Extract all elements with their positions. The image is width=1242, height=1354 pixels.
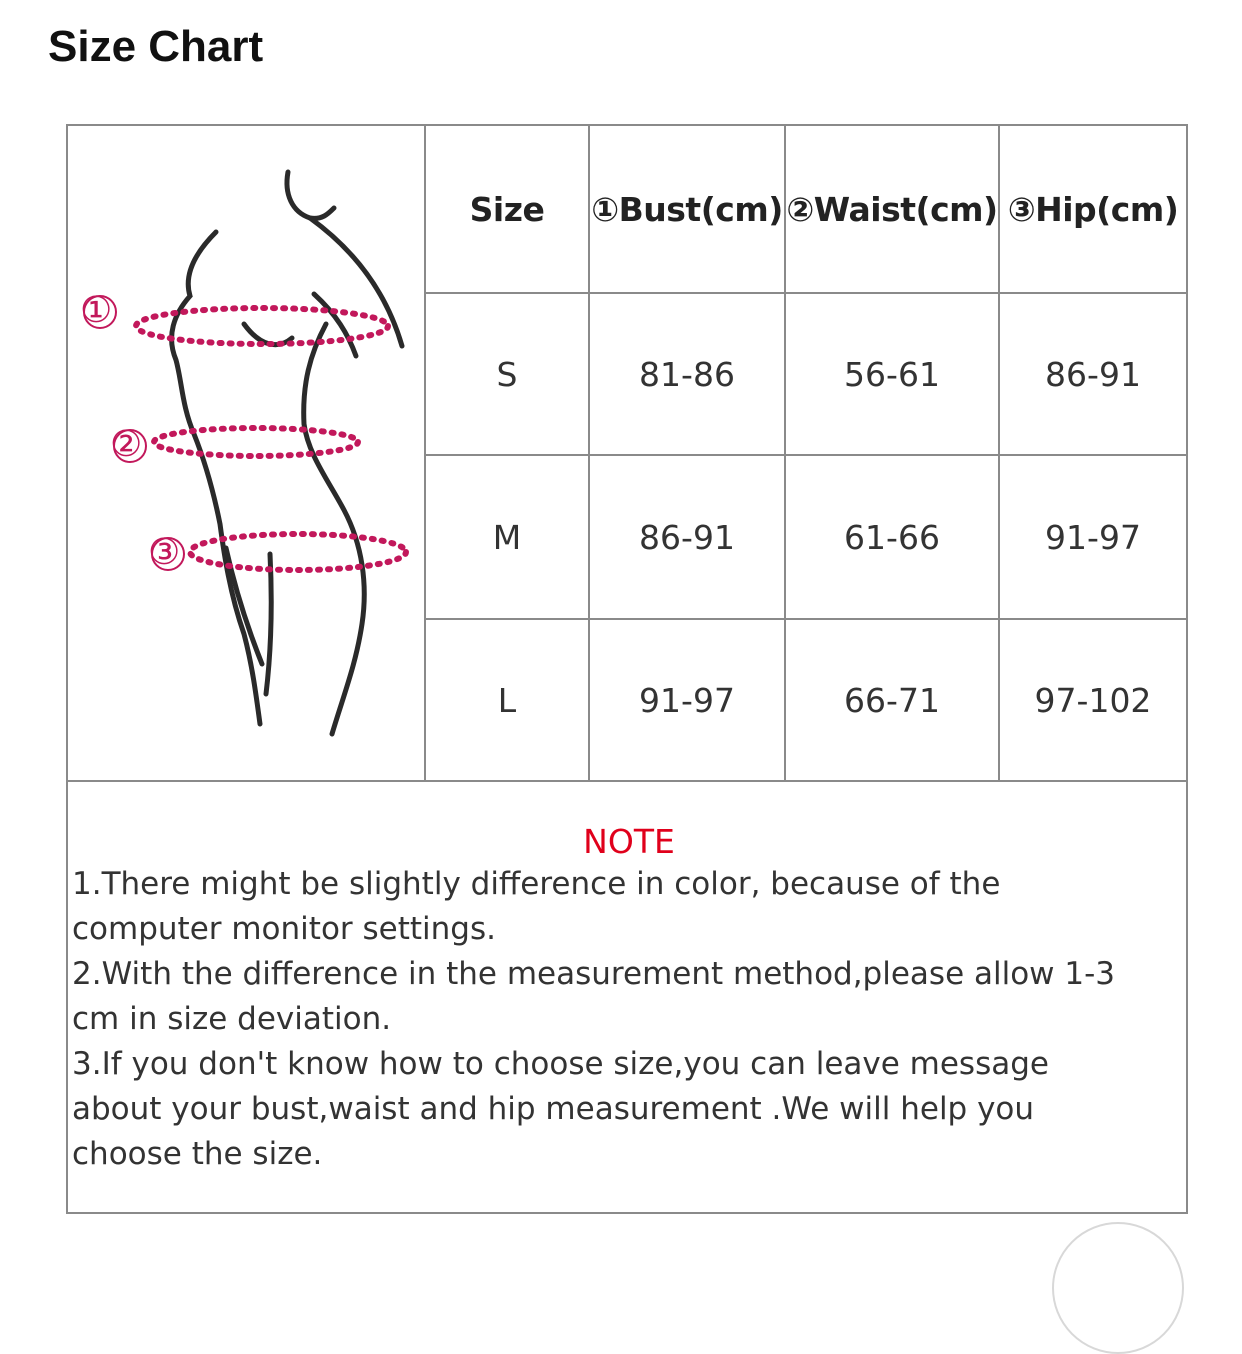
hip-m: 91-97 [998, 454, 1188, 620]
bust-s: 81-86 [588, 292, 786, 456]
note-line: 2.With the difference in the measurement method,please allow 1-3 [72, 956, 1116, 992]
hip-l: 97-102 [998, 618, 1188, 782]
size-s: S [424, 292, 590, 456]
header-hip: ③Hip(cm) [998, 124, 1188, 294]
waist-l: 66-71 [784, 618, 1000, 782]
header-waist: ②Waist(cm) [784, 124, 1000, 294]
size-m: M [424, 454, 590, 620]
size-l: L [424, 618, 590, 782]
note-line: computer monitor settings. [72, 911, 496, 947]
bust-l: 91-97 [588, 618, 786, 782]
page-title: Size Chart [48, 22, 264, 71]
note-line: cm in size deviation. [72, 1001, 392, 1037]
header-size: Size [424, 124, 590, 294]
body-figure-illustration [66, 124, 426, 782]
floating-action-button[interactable] [1052, 1222, 1184, 1354]
note-line: choose the size. [72, 1136, 323, 1172]
waist-m: 61-66 [784, 454, 1000, 620]
note-title: NOTE [583, 822, 675, 861]
bust-marker: ① [80, 290, 113, 331]
note-line: 1.There might be slightly difference in color, because of the [72, 866, 1001, 902]
waist-s: 56-61 [784, 292, 1000, 456]
note-box [66, 780, 1188, 1214]
note-line: 3.If you don't know how to choose size,you can leave message [72, 1046, 1049, 1082]
waist-marker: ② [110, 424, 143, 465]
hip-marker: ③ [148, 532, 181, 573]
note-line: about your bust,waist and hip measurement .We will help you [72, 1091, 1035, 1127]
hip-s: 86-91 [998, 292, 1188, 456]
header-bust: ①Bust(cm) [588, 124, 786, 294]
bust-m: 86-91 [588, 454, 786, 620]
